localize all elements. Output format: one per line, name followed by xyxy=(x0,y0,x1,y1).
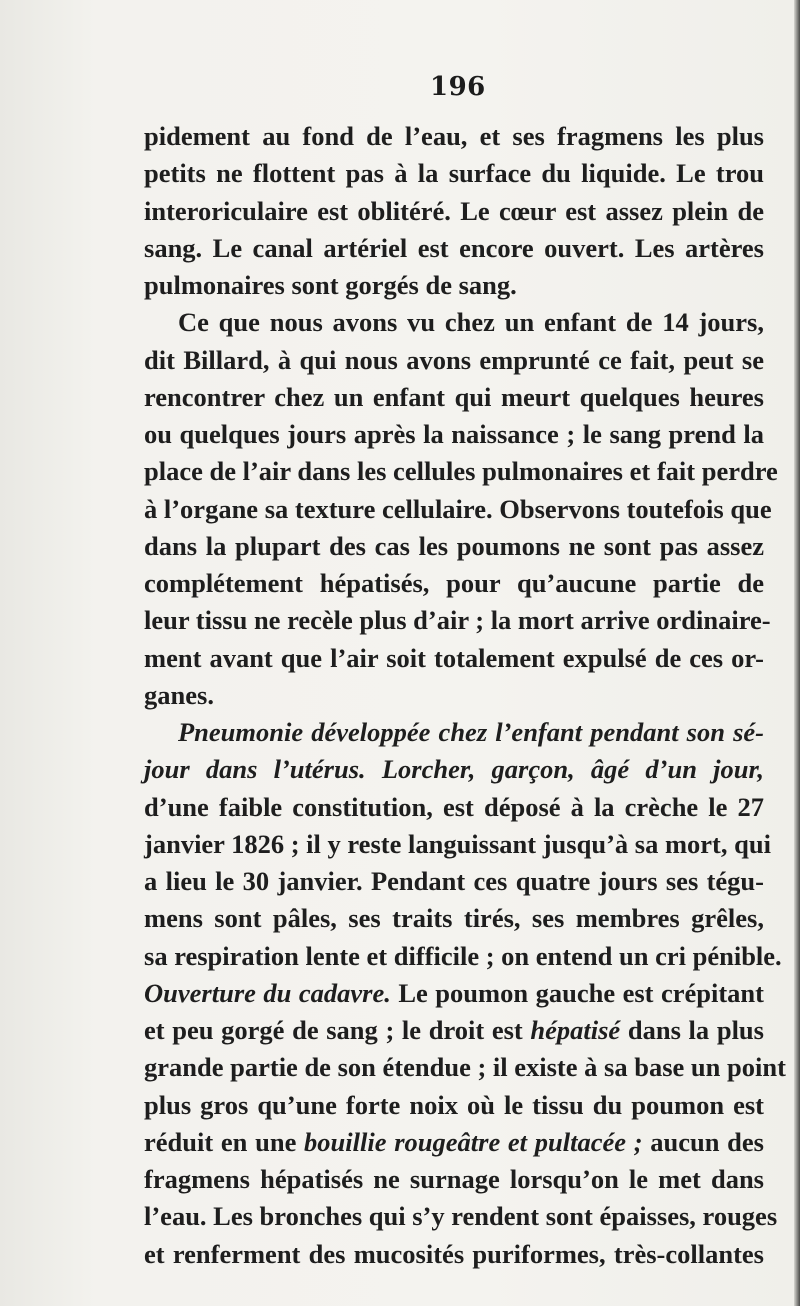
text-line xyxy=(144,900,764,937)
text-line xyxy=(144,1161,764,1198)
text-run: pidement au fond de l’eau, et ses fragmens les plus xyxy=(144,121,764,151)
text-run: dans la plus xyxy=(620,1015,764,1045)
text-line xyxy=(144,1236,764,1273)
text-line xyxy=(144,1049,786,1086)
text-run: petits ne flottent pas à la surface du liquide. Le trou xyxy=(144,158,764,189)
paragraph-first-line xyxy=(144,714,764,751)
body-text xyxy=(144,118,786,1273)
text-run: rencontrer chez un enfant qui meurt quelques heures xyxy=(144,381,764,412)
text-run: aucun des xyxy=(642,1126,764,1157)
paragraph-first-line xyxy=(144,304,764,341)
text-run: complétement hépatisés, pour qu’aucune partie de xyxy=(144,568,764,598)
text-line xyxy=(144,379,764,416)
text-line xyxy=(144,789,764,826)
text-line xyxy=(144,491,772,528)
text-run: à l’organe sa texture cellulaire. Observons toutefois que xyxy=(144,493,772,524)
text-line xyxy=(144,751,764,788)
text-run: fragmens hépatisés ne surnage lorsqu’on le met dans xyxy=(144,1164,764,1194)
italic-heading: Ouverture du cadavre. xyxy=(144,977,391,1008)
text-run: place de l’air dans les cellules pulmonaires et fait perdre xyxy=(144,456,778,487)
text-line xyxy=(144,416,764,453)
italic-term: bouillie rougeâtre et pultacée ; xyxy=(304,1126,643,1157)
italic-heading: jour dans l’utérus. xyxy=(144,754,366,785)
italic-heading: Pneumonie développée chez l’enfant pendant son sé- xyxy=(178,717,764,747)
text-line xyxy=(144,155,764,192)
text-run: mens sont pâles, ses traits tirés, ses membres grêles, xyxy=(144,903,764,934)
patient-name-run: Lorcher, garçon, âgé d’un jour, xyxy=(365,754,764,785)
page-edge-shadow xyxy=(794,0,800,1306)
text-line xyxy=(144,193,764,230)
text-line xyxy=(144,975,764,1012)
text-run: leur tissu ne recèle plus d’air ; la mort arrive ordinaire- xyxy=(144,605,771,636)
text-line xyxy=(144,640,764,677)
text-line xyxy=(144,938,782,975)
text-run: sa respiration lente et difficile ; on entend un cri pénible. xyxy=(144,940,782,971)
text-line xyxy=(144,1087,764,1124)
text-run: janvier 1826 ; il y reste languissant jusqu’à sa mort, qui xyxy=(144,828,771,859)
text-run: ou quelques jours après la naissance ; le sang prend la xyxy=(144,419,764,449)
page-number: 196 xyxy=(430,72,486,102)
text-run: Ce que nous avons vu chez un enfant de 14 jours, xyxy=(178,307,764,338)
text-line xyxy=(144,453,778,490)
text-run: l’eau. Les bronches qui s’y rendent sont épaisses, rouges xyxy=(144,1201,778,1232)
text-run: ganes. xyxy=(144,679,214,710)
text-line xyxy=(144,863,764,900)
text-line xyxy=(144,1198,778,1235)
text-line xyxy=(144,602,771,639)
text-run: et peu gorgé de sang ; le droit est xyxy=(144,1015,531,1045)
text-line xyxy=(144,677,764,714)
text-run: et renferment des mucosités puriformes, très-collantes xyxy=(144,1238,764,1269)
text-run: sang. Le canal artériel est encore ouvert. Les artères xyxy=(144,232,764,263)
text-run: dit Billard, à qui nous avons emprunté ce fait, peut se xyxy=(144,344,764,375)
text-run: d’une faible constitution, est déposé à la crèche le 27 xyxy=(144,791,764,822)
text-line xyxy=(144,826,771,863)
italic-term: hépatisé xyxy=(530,1015,621,1045)
text-run: dans la plupart des cas les poumons ne sont pas assez xyxy=(144,530,764,561)
text-line xyxy=(144,342,764,379)
text-line xyxy=(144,1124,764,1161)
text-run: pulmonaires sont gorgés de sang. xyxy=(144,270,517,300)
text-run: interoriculaire est oblitéré. Le cœur est assez plein de xyxy=(144,195,764,226)
text-run: plus gros qu’une forte noix où le tissu du poumon est xyxy=(144,1089,764,1120)
text-run: réduit en une xyxy=(144,1126,305,1157)
text-line xyxy=(144,1012,764,1049)
text-run: Le poumon gauche est crépitant xyxy=(390,977,764,1008)
text-line xyxy=(144,267,764,304)
text-line xyxy=(144,565,764,602)
text-line xyxy=(144,118,764,155)
text-run: ment avant que l’air soit totalement expulsé de ces or- xyxy=(144,642,764,673)
text-line xyxy=(144,230,764,267)
text-run: grande partie de son étendue ; il existe à sa base un point xyxy=(144,1052,786,1083)
text-run: a lieu le 30 janvier. Pendant ces quatre jours ses tégu- xyxy=(144,866,764,896)
text-line xyxy=(144,528,764,565)
